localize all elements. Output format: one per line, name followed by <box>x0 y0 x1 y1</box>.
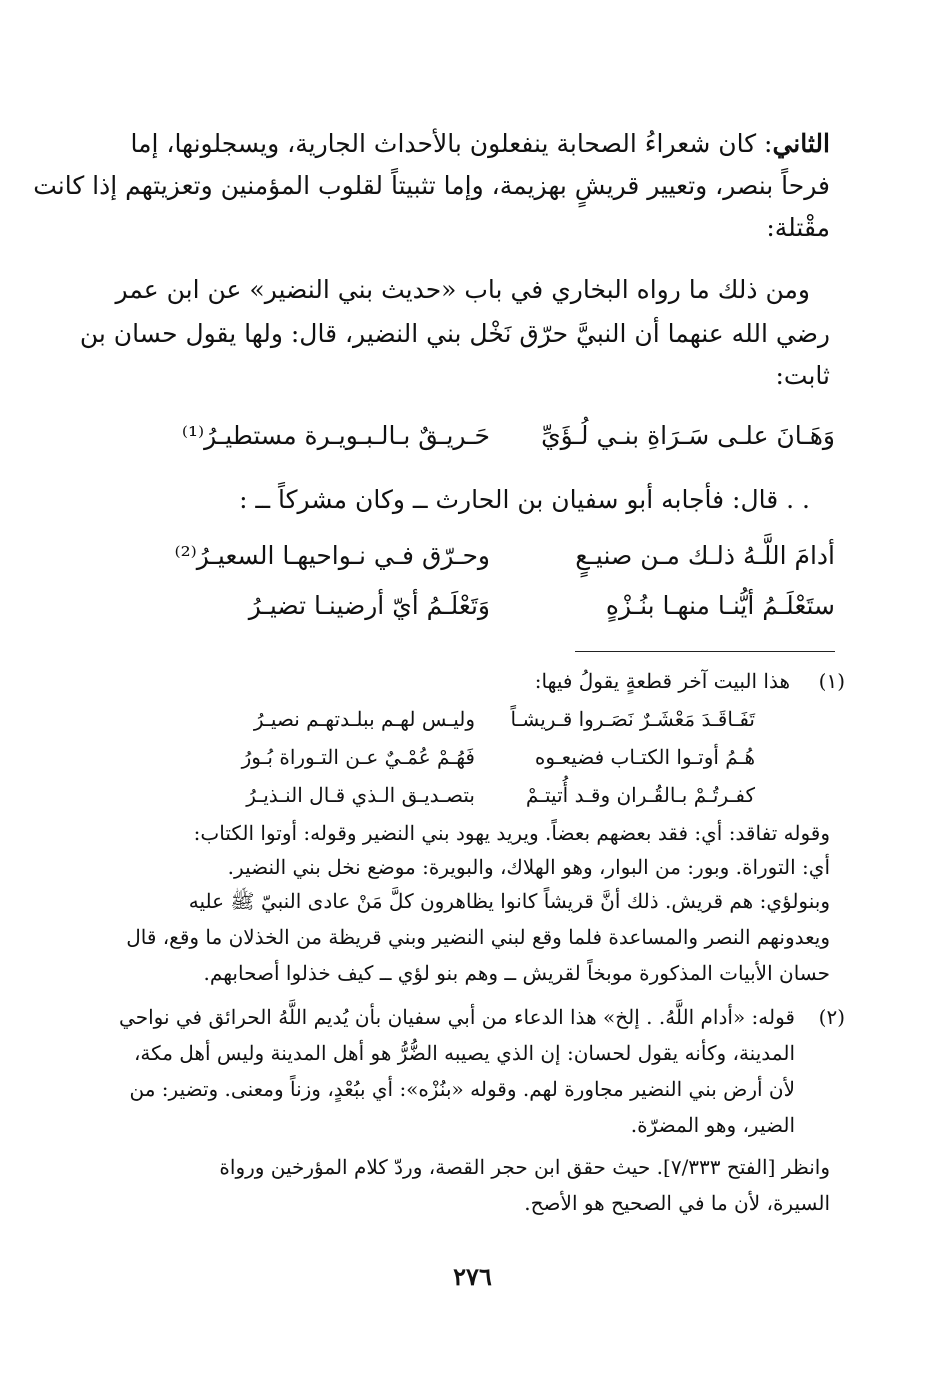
footnote2-number: (٢) <box>818 1005 845 1029</box>
verse3-first-hemistich: ستَعْلَـمُ أيُّنـا منهـا بنُـزْهٍ <box>605 591 835 620</box>
footnote1-text-line4: ويعدونهم النصر والمساعدة فلما وقع لبني النضير وبني قريظة من الخذلان ما وقع، قال <box>126 925 830 949</box>
verse1-first-hemistich: وَهَـانَ علـى سَـرَاةِ بنـي لُـؤَيِّ <box>541 421 835 450</box>
para2-line1: ومن ذلك ما رواه البخاري في باب «حديث بني النضير» عن ابن عمر <box>115 275 810 304</box>
footnote1-verse1-first: تَفَـاقَـدَ مَعْشَـرٌ نَصَـروا قـريشـاً <box>510 707 755 731</box>
footnote1-verse2-first: هُـمُ أوتـوا الكتـاب فضيعـوه <box>534 745 755 769</box>
footnote1-text-line2: أي: التوراة. وبور: من البوار، وهو الهلاك، والبويرة: موضع نخل بني النضير. <box>227 855 830 879</box>
footnote1-text-line5: حسان الأبيات المذكورة موبخاً لقريش ــ وهم بنو لؤي ــ كيف خذلوا أصحابهم. <box>203 961 830 985</box>
para1-line1 <box>110 122 830 166</box>
footnote1-intro: هذا البيت آخر قطعةٍ يقولُ فيها: <box>534 669 790 693</box>
para1-line2: فرحاً بنصر، وتعيير قريشٍ بهزيمة، وإما تثبيتاً لقلوب المؤمنين وتعزيتهم إذا كانت <box>33 171 830 200</box>
verse2-second-hemistich: وحـرّق فـي نـواحيهـا السعيـرُ⁽²⁾ <box>174 541 490 570</box>
footnote2-text-line2: المدينة، وكأنه يقول لحسان: إن الذي يصيبه الضُّرُّ هو أهل المدينة وليس أهل مكة، <box>133 1041 795 1065</box>
para2-line3: ثابت: <box>775 361 830 390</box>
footnote2-text-line4: الضير، وهو المضرّة. <box>630 1113 795 1137</box>
verse3-second-hemistich: وَتَعْلَـمُ أيّ أرضينـا تضيـرُ <box>248 591 490 620</box>
footnote3-text-line1: وانظر [الفتح ٧/٣٣٣]. حيث حقق ابن حجر القصة، وردّ كلام المؤرخين ورواة <box>219 1155 830 1179</box>
footnote1-number: (١) <box>818 669 845 693</box>
verse2-first-hemistich: أدامَ اللَّـهُ ذلـك مـن صنيـعٍ <box>575 541 835 570</box>
footnote1-text-line3: وبنولؤي: هم قريش. ذلك أنَّ قريشاً كانوا يظاهرون كلَّ مَنْ عادى النبيّ ﷺ عليه <box>188 889 830 913</box>
footnote1-verse3-first: كفـرتُـمْ بـالقُـران وقـد أُتيتـمْ <box>525 783 755 807</box>
footnote1-verse3-second: بتصـديـق الـذي قـال النـذيـرُ <box>246 783 475 807</box>
para2-line2: رضي الله عنهما أن النبيَّ حرّق نَخْل بني النضير، قال: ولها يقول حسان بن <box>79 319 830 348</box>
para1-bold-word: الثاني <box>772 129 830 158</box>
footnote-separator <box>575 651 835 652</box>
footnote1-verse2-second: فَهُـمْ عُمْـيٌ عـن التـوراة بُـورُ <box>241 745 475 769</box>
para1-line3: مقْتلة: <box>766 213 830 242</box>
footnote3-text-line2: السيرة، لأن ما في الصحيح هو الأصح. <box>524 1191 830 1215</box>
para3-line: . . قال: فأجابه أبو سفيان بن الحارث ــ وكان مشركاً ــ : <box>239 485 810 514</box>
footnote2-text-line1: قوله: «أدام اللَّهُ. . إلخ» هذا الدعاء من أبي سفيان بأن يُديم اللَّهُ الحرائق في نواحي <box>119 1005 795 1029</box>
verse1-second-hemistich: حَـريـقٌ بـالـبـويـرة مستطيـرُ⁽¹⁾ <box>181 421 490 450</box>
footnote2-text-line3: لأن أرض بني النضير مجاورة لهم. وقوله «بنُزْه»: أي ببُعْدٍ، وزناً ومعنى. وتضير: من <box>129 1077 795 1101</box>
footnote1-verse1-second: وليـس لهـم ببلـدتهـم نصيـرُ <box>253 707 475 731</box>
page-number: ٢٧٦ <box>453 1262 492 1291</box>
para1-line1-text: : كان شعراءُ الصحابة ينفعلون بالأحداث الجارية، ويسجلونها، إما <box>130 129 773 158</box>
footnote1-text-line1: وقوله تفاقد: أي: فقد بعضهم بعضاً. ويريد يهود بني النضير وقوله: أوتوا الكتاب: <box>193 821 830 845</box>
